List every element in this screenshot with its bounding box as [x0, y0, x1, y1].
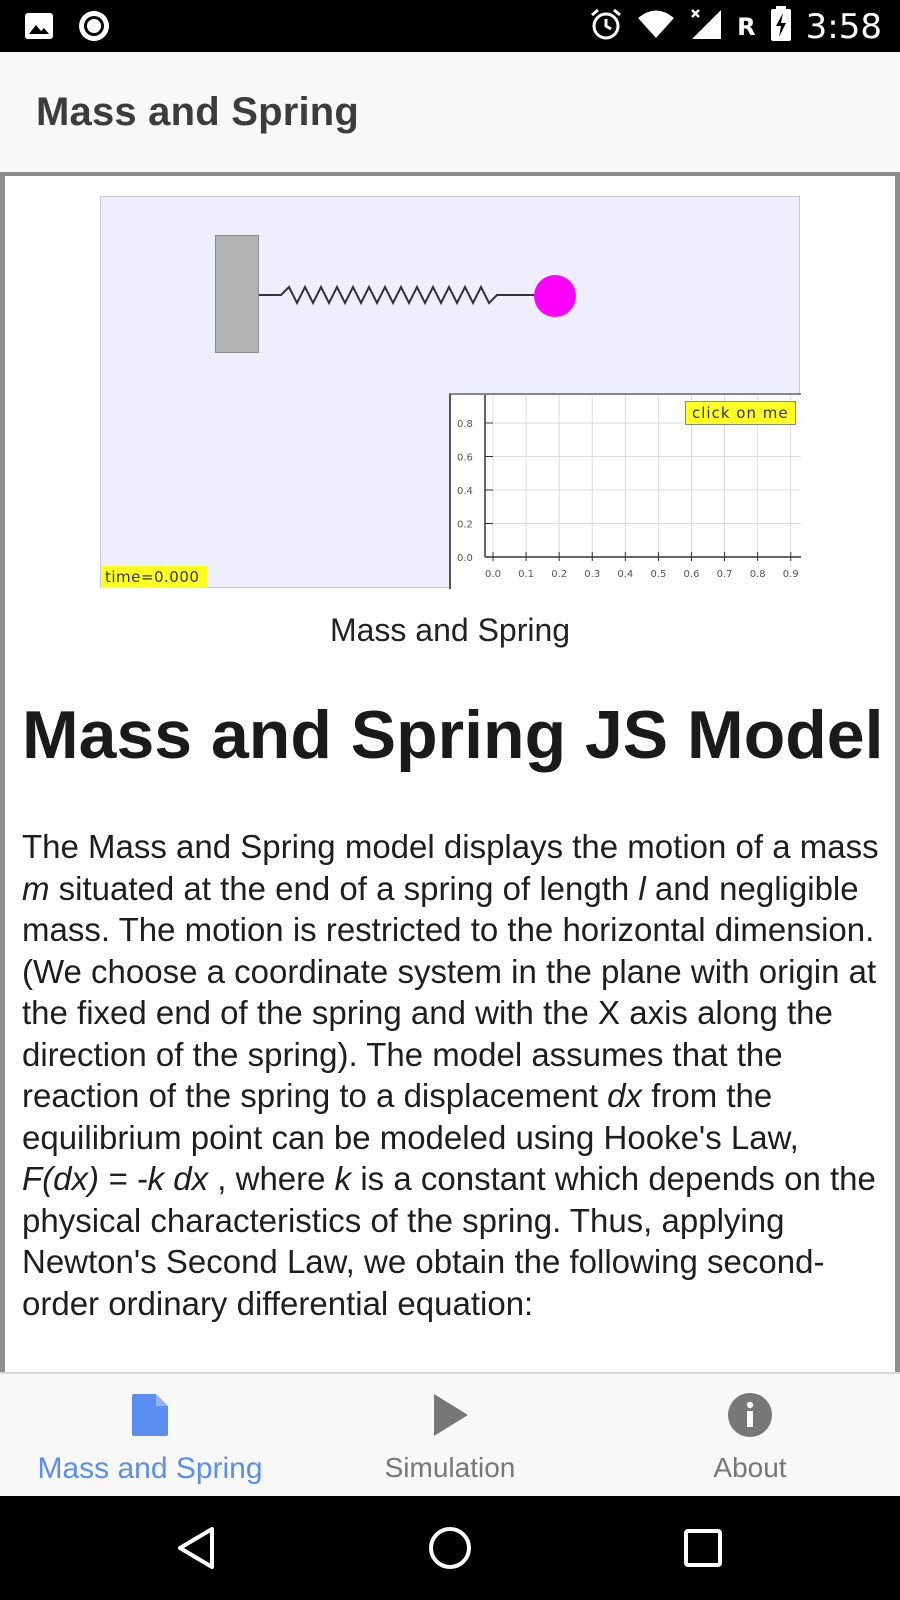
document-icon — [130, 1392, 170, 1443]
nav-tab-simulation[interactable] — [300, 1374, 600, 1498]
click-on-me-button[interactable]: click on me — [685, 401, 796, 425]
y-tick-label: 0.6 — [457, 452, 473, 464]
var-dx: dx — [607, 1077, 643, 1114]
time-readout: time=0.000 — [101, 566, 207, 588]
info-icon — [727, 1392, 773, 1443]
x-tick-label: 0.7 — [716, 569, 733, 580]
var-l: l — [638, 869, 646, 907]
x-tick-label: 0.2 — [551, 569, 568, 580]
para-text-3: and negligible mass. The motion is restricted to the horizontal dimension. (We choose a coordinate system in the plane with origin at the fixed end of the spring and with the X axis along the direction of the spring). The model assumes that the reaction of the spring to a displacement — [22, 869, 877, 1114]
system-navigation-bar — [0, 1496, 900, 1600]
para-text-5: , where — [208, 1160, 335, 1197]
y-tick-label: 0.8 — [457, 419, 473, 430]
y-tick-label: 0.4 — [457, 486, 473, 497]
app-bar — [0, 52, 900, 176]
hookes-law-formula: F(dx) = -k dx — [22, 1160, 209, 1197]
y-tick-label: 0.0 — [457, 553, 473, 564]
mass-ball[interactable] — [534, 275, 576, 317]
alarm-icon — [589, 7, 623, 46]
wifi-icon — [637, 9, 675, 44]
nav-tab-mass-and-spring[interactable] — [0, 1374, 300, 1498]
spring-wall — [215, 235, 259, 353]
x-tick-label: 0.1 — [518, 569, 535, 580]
play-icon — [430, 1392, 470, 1443]
nav-label: Simulation — [384, 1452, 516, 1483]
figure-caption: Mass and Spring — [329, 612, 571, 648]
back-icon[interactable] — [176, 1526, 216, 1575]
x-tick-label: 0.8 — [749, 569, 766, 580]
article-heading: Mass and Spring JS Model — [22, 697, 884, 773]
record-icon — [78, 10, 110, 47]
nav-tab-about[interactable] — [600, 1374, 900, 1498]
x-tick-label: 0.5 — [650, 569, 667, 580]
var-m: m — [22, 869, 50, 907]
battery-charging-icon — [770, 6, 792, 47]
home-icon[interactable] — [428, 1526, 472, 1575]
page-title: Mass and Spring — [36, 90, 360, 134]
recents-icon[interactable] — [683, 1526, 723, 1575]
x-tick-label: 0.9 — [782, 569, 799, 580]
x-tick-label: 0.4 — [617, 569, 634, 580]
nav-label: Mass and Spring — [37, 1452, 263, 1485]
var-k: k — [334, 1160, 352, 1197]
y-tick-label: 0.2 — [457, 519, 473, 531]
para-text-1: The Mass and Spring model displays the motion of a mass — [22, 828, 879, 865]
content-area[interactable] — [0, 176, 900, 1372]
nav-label: About — [713, 1452, 787, 1483]
x-tick-label: 0.0 — [485, 569, 501, 580]
x-tick-label: 0.3 — [584, 569, 601, 580]
clock: 3:58 — [805, 6, 882, 47]
spring — [259, 277, 539, 313]
status-bar — [0, 0, 900, 52]
bottom-navigation — [0, 1372, 900, 1496]
article-paragraph — [22, 826, 882, 1324]
para-text-2: situated at the end of a spring of length — [49, 869, 639, 907]
carrier-letter: R — [737, 12, 756, 41]
para-text-4: from the equilibrium point can be modeled using Hooke's Law, — [22, 1077, 799, 1156]
image-icon — [24, 11, 54, 46]
simulation-view[interactable] — [100, 196, 800, 588]
signal-icon — [689, 7, 723, 46]
x-tick-label: 0.6 — [683, 569, 700, 580]
para-text-6: is a constant which depends on the physical characteristics of the spring. Thus, applying Newton's Second Law, we obtain the following second-order ordinary differential equation: — [22, 1160, 876, 1322]
